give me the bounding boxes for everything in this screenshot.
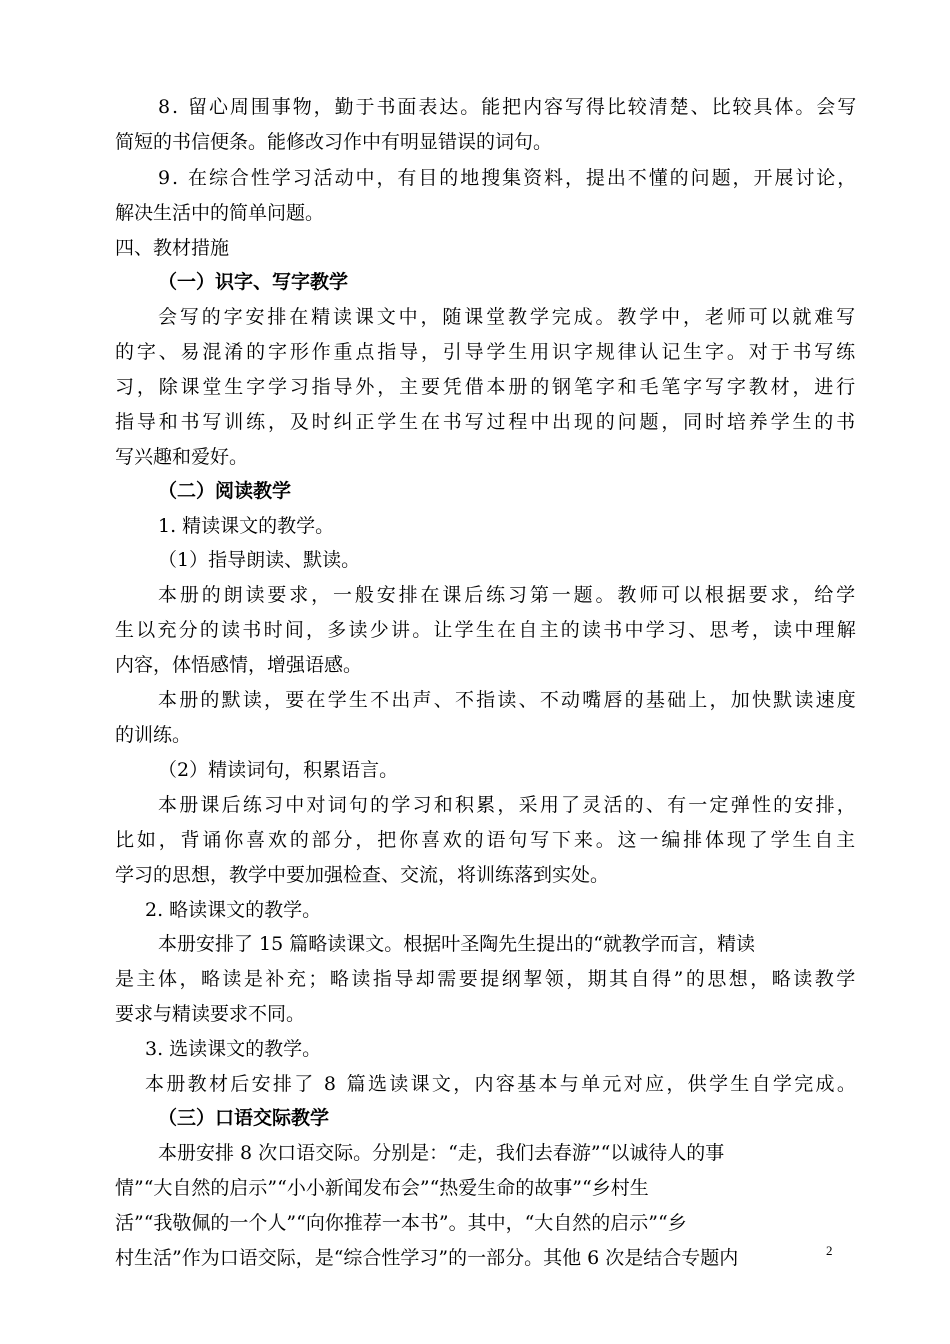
paragraph-line: 活”“我敬佩的一个人”“向你推荐一本书”。其中，“大自然的启示”“乡 bbox=[115, 1212, 687, 1234]
paragraph-line: 本册的默读，要在学生不出声、不指读、不动嘴唇的基础上，加快默读速度 bbox=[158, 689, 859, 711]
paragraph-line: 指导和书写训练，及时纠正学生在书写过程中出现的问题，同时培养学生的书 bbox=[115, 411, 859, 433]
paragraph-line: 2. 略读课文的教学。 bbox=[145, 899, 322, 921]
section-subheading: （三）口语交际教学 bbox=[158, 1107, 330, 1129]
paragraph-line: 8. 留心周围事物，勤于书面表达。能把内容写得比较清楚、比较具体。会写 bbox=[158, 96, 859, 118]
paragraph-line: 写兴趣和爱好。 bbox=[115, 446, 249, 468]
paragraph-line: 要求与精读要求不同。 bbox=[115, 1003, 306, 1025]
paragraph-line: 内容，体悟感情，增强语感。 bbox=[115, 654, 363, 676]
section-subheading: （一）识字、写字教学 bbox=[158, 271, 349, 293]
paragraph-line: 学习的思想，教学中要加强检查、交流，将训练落到实处。 bbox=[115, 864, 610, 886]
paragraph-line: 习，除课堂生字学习指导外，主要凭借本册的钢笔字和毛笔字写字教材，进行 bbox=[115, 376, 859, 398]
section-subheading: （二）阅读教学 bbox=[158, 480, 292, 502]
paragraph-line: （1）指导朗读、默读。 bbox=[158, 549, 361, 571]
paragraph-line: 生以充分的读书时间，多读少讲。让学生在自主的读书中学习、思考，读中理解 bbox=[115, 619, 859, 641]
page-number: 2 bbox=[826, 1243, 833, 1258]
paragraph-line: 的字、易混淆的字形作重点指导，引导学生用识字规律认记生字。对于书写练 bbox=[115, 341, 859, 363]
paragraph-line: 会写的字安排在精读课文中，随课堂教学完成。教学中，老师可以就难写 bbox=[158, 306, 859, 328]
paragraph-line: 的训练。 bbox=[115, 724, 192, 746]
paragraph-line: 本册教材后安排了 8 篇选读课文，内容基本与单元对应，供学生自学完成。 bbox=[145, 1073, 859, 1095]
paragraph-line: 本册安排 8 次口语交际。分别是：“走，我们去春游”“以诚待人的事 bbox=[158, 1142, 725, 1164]
paragraph-line: 解决生活中的简单问题。 bbox=[115, 202, 325, 224]
paragraph-line: 本册课后练习中对词句的学习和积累，采用了灵活的、有一定弹性的安排， bbox=[158, 794, 859, 816]
paragraph-line: 比如，背诵你喜欢的部分，把你喜欢的语句写下来。这一编排体现了学生自主 bbox=[115, 829, 859, 851]
paragraph-line: 3. 选读课文的教学。 bbox=[145, 1038, 322, 1060]
paragraph-line: 1. 精读课文的教学。 bbox=[158, 515, 335, 537]
paragraph-line: 情”“大自然的启示”“小小新闻发布会”“热爱生命的故事”“乡村生 bbox=[115, 1177, 649, 1199]
section-heading: 四、教材措施 bbox=[115, 237, 230, 259]
paragraph-line: 村生活”作为口语交际，是“综合性学习”的一部分。其他 6 次是结合专题内 bbox=[115, 1247, 739, 1269]
paragraph-line: 9. 在综合性学习活动中，有目的地搜集资料，提出不懂的问题，开展讨论， bbox=[158, 167, 859, 189]
paragraph-line: （2）精读词句，积累语言。 bbox=[158, 759, 399, 781]
paragraph-line: 本册的朗读要求，一般安排在课后练习第一题。教师可以根据要求，给学 bbox=[158, 584, 859, 606]
paragraph-line: 是主体，略读是补充；略读指导却需要提纲挈领，期其自得”的思想，略读教学 bbox=[115, 968, 858, 990]
paragraph-line: 本册安排了 15 篇略读课文。根据叶圣陶先生提出的“就教学而言，精读 bbox=[158, 933, 755, 955]
paragraph-line: 简短的书信便条。能修改习作中有明显错误的词句。 bbox=[115, 131, 553, 153]
